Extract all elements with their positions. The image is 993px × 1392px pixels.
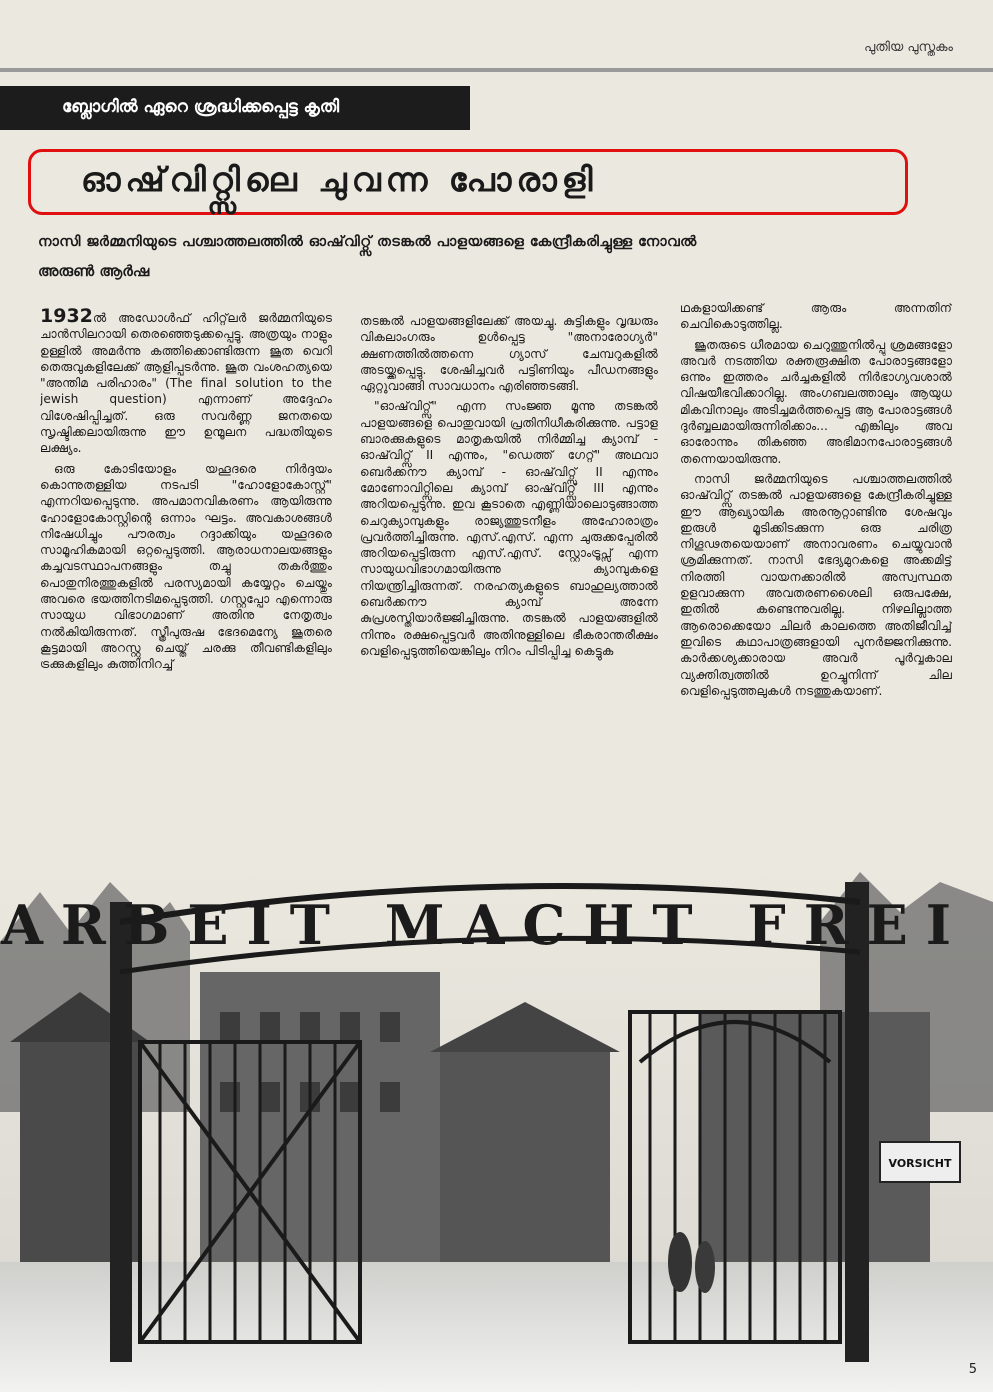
article-column-1 — [40, 308, 332, 868]
page-number: 5 — [968, 1362, 977, 1377]
article-column-3 — [680, 300, 952, 860]
tag-text: ബ്ലോഗിൽ ഏറെ ശ്രദ്ധിക്കപ്പെട്ട കൃതി — [62, 97, 340, 117]
warning-sign-text: VORSICHT — [888, 1157, 952, 1170]
headline: ഓഷ്‌വിറ്റ്സിലെ ചുവന്ന പോരാളി — [81, 160, 598, 199]
tag-banner — [0, 86, 470, 130]
section-label: പുതിയ പുസ്തകം — [864, 40, 953, 55]
paragraph: ഥകളായിക്കണ്ട് ആരും അന്നതിന് ചെവികൊടുത്തില്ല. — [680, 301, 952, 332]
auschwitz-gate-photo — [0, 862, 993, 1392]
article-column-2 — [360, 313, 658, 873]
lead-year: 1932 — [40, 308, 93, 327]
headline-highlight-box — [28, 149, 908, 215]
subtitle: നാസി ജർമ്മനിയുടെ പശ്ചാത്തലത്തിൽ ഓഷ്‌വിറ്റ്സ് തടങ്കൽ പാളയങ്ങളെ കേന്ദ്രീകരിച്ചുള്ള നോവൽ — [38, 234, 697, 250]
paragraph: ജൂതരുടെ ധീരമായ ചെറുത്തുനിൽപ്പു ശ്രമങ്ങളോ അവർ നടത്തിയ രക്തരൂക്ഷിത പോരാട്ടങ്ങളോ ഒന്നും ഇത്തരം ചർച്ചകളിൽ നിർഭാഗ്യവശാൽ വിഷയീഭവിക്കാറില്ല. അംഗബലത്താലും ആയുധ മികവിനാലും അടിച്ചമർത്തപ്പെട്ട ആ പോരാട്ടങ്ങൾ ദുർബ്ബലമായിരുന്നിരിക്കാം... എങ്കിലും അവ ഓരോന്നും തികഞ്ഞ അഭിമാനപോരാട്ടങ്ങൾ തന്നെയായിരുന്നു. — [680, 337, 952, 466]
paragraph: ഒരു കോടിയോളം യഹൂദരെ നിർദ്ദയം കൊന്നുതള്ളിയ നടപടി "ഹോളോകോസ്റ്റ്" എന്നറിയപ്പെടുന്നു. അപമാനവികരണം ആയിരുന്നു ഹോളോകോസ്റ്റിന്റെ ഒന്നാം ഘട്ടം. അവകാശങ്ങൾ നിഷേധിച്ചും പൗരത്വം റദ്ദാക്കിയും യഹൂദരെ സാമൂഹികമായി ഒറ്റപ്പെടുത്തി. ആരാധനാലയങ്ങളും കച്ചവടസ്ഥാപനങ്ങളും തച്ചു തകർത്തും പൊതുനിരത്തുകളിൽ പരസ്യമായി കയ്യേറ്റം ചെയ്തും അവരെ ഭയത്തിനടിമപ്പെടുത്തി. ഗസ്റ്റപ്പോ എന്നൊരു സായുധ വിഭാഗമാണ് അതിനു നേതൃത്വം നൽകിയിരുന്നത്. സ്ത്രീപുരുഷ ഭേദമെന്യേ ജൂതരെ കൂട്ടമായി അറസ്റ്റു ചെയ്ത് ചരക്കു തീവണ്ടികളിലും ട്രക്കുകളിലും കുത്തിനിറച്ച് — [40, 461, 332, 672]
paragraph: നാസി ജർമ്മനിയുടെ പശ്ചാത്തലത്തിൽ ഓഷ്‌വിറ്റ്സ് തടങ്കൽ പാളയങ്ങളെ കേന്ദ്രീകരിച്ചുള്ള ഈ ആഖ്യായിക അരനൂറ്റാണ്ടിനു ശേഷവും ഇരുൾ മൂടിക്കിടക്കുന്ന ഒരു ചരിത്ര നിഗൂഢതയെയാണ് അനാവരണം ചെയ്യുവാൻ ശ്രമിക്കുന്നത്. നാസി ഭേദ്യമുറകളെ അക്കമിട്ട് നിരത്തി വായനക്കാരിൽ അസ്വസ്ഥത ഉളവാക്കുന്ന അവതരണശൈലി ഒരുപക്ഷേ, ഇതിൽ കണ്ടെന്നുവരില്ല. നിഴലില്ലാത്ത ആരൊക്കെയോ ചിലർ കാലത്തെ അതിജീവിച്ച് ഇവിടെ കഥാപാത്രങ്ങളായി പുനർജ്ജനിക്കുന്നു. കാർക്കശ്യക്കാരായ അവർ പൂർവ്വകാല വ്യക്തിത്വത്തിൽ ഉറച്ചുനിന്ന് ചില വെളിപ്പെടുത്തലുകൾ നടത്തുകയാണ്. — [680, 471, 952, 698]
paragraph: "ഓഷ്‌വിറ്റ്സ്" എന്ന സംജ്ഞ മൂന്നു തടങ്കൽ പാളയങ്ങളെ പൊതുവായി പ്രതിനിധീകരിക്കുന്നു. പട്ടാള ബാരക്കുകളുടെ മാതൃകയിൽ നിർമ്മിച്ച ക്യാമ്പ് - ഓഷ്‌വിറ്റ്സ് II എന്നും, "ഡെത്ത് ഗേറ്റ്" അഥവാ ബെർക്കനൗ ക്യാമ്പ് - ഓഷ്‌വിറ്റ്സ് II എന്നും മോണോവിറ്റ്സിലെ ക്യാമ്പ് ഓഷ്‌വിറ്റ്സ് III എന്നും അറിയപ്പെടുന്നു. ഇവ കൂടാതെ എണ്ണിയാലൊടുങ്ങാത്ത ചെറുക്യാമ്പുകളും രാജ്യത്തുടനീളം അഹോരാത്രം പ്രവർത്തിച്ചിരുന്നു. എസ്.എസ്. എന്ന ചുരുക്കപ്പേരിൽ അറിയപ്പെട്ടിരുന്ന എസ്.എസ്. സ്റ്റോംട്രൂപ്സ് എന്ന സായുധവിഭാഗമായിരുന്നു ക്യാമ്പുകളെ നിയന്ത്രിച്ചിരുന്നത്. നരഹത്യകളുടെ ബാഹുല്യത്താൽ ബെർക്കനൗ ക്യാമ്പ് അന്നേ കുപ്രശസ്തിയാർജ്ജിച്ചിരുന്നു. തടങ്കൽ പാളയങ്ങളിൽ നിന്നും രക്ഷപ്പെട്ടവർ അതിനുള്ളിലെ ഭീകരാന്തരീക്ഷം വെളിപ്പെടുത്തിയെങ്കിലും നിറം പിടിപ്പിച്ച കെട്ടുക — [360, 399, 658, 658]
author-name: അരുൺ ആർഷ — [38, 262, 150, 280]
paragraph: തടങ്കൽ പാളയങ്ങളിലേക്ക് അയച്ചു. കുട്ടികളും വൃദ്ധരും വികലാംഗരും ഉൾപ്പെട്ട "അനാരോഗ്യർ" ക്ഷണത്തിൽത്തന്നെ ഗ്യാസ് ചേമ്പറുകളിൽ അടയ്ക്കപ്പെട്ടു. ശേഷിച്ചവർ പട്ടിണിയും പീഡനങ്ങളും ഏറ്റുവാങ്ങി സാവധാനം എരിഞ്ഞടങ്ങി. — [360, 314, 658, 394]
gate-sign-text: ARBEIT MACHT FREI — [0, 893, 970, 957]
section-rule — [0, 68, 993, 72]
paragraph: ൽ അഡോൾഫ് ഹിറ്റ്‌ലർ ജർമ്മനിയുടെ ചാൻസിലറായി തെരഞ്ഞെടുക്കപ്പെട്ടു. അത്രയും നാളും ഉള്ളിൽ അമർന്നു കത്തിക്കൊണ്ടിരുന്ന ജൂത വെറി തെരുവുകളിലേക്ക് ആളിപ്പടർന്നു. ജൂത വംശഹത്യയെ "അന്തിമ പരിഹാരം" (The final solution to the jewish question) എന്നാണ് അദ്ദേഹം വിശേഷിപ്പിച്ചത്. ഒരു സവർണ്ണ ജനതയെ സൃഷ്ടിക്കലായിരുന്നു ഈ ഉന്മൂലന പദ്ധതിയുടെ ലക്ഷ്യം. — [40, 311, 332, 456]
